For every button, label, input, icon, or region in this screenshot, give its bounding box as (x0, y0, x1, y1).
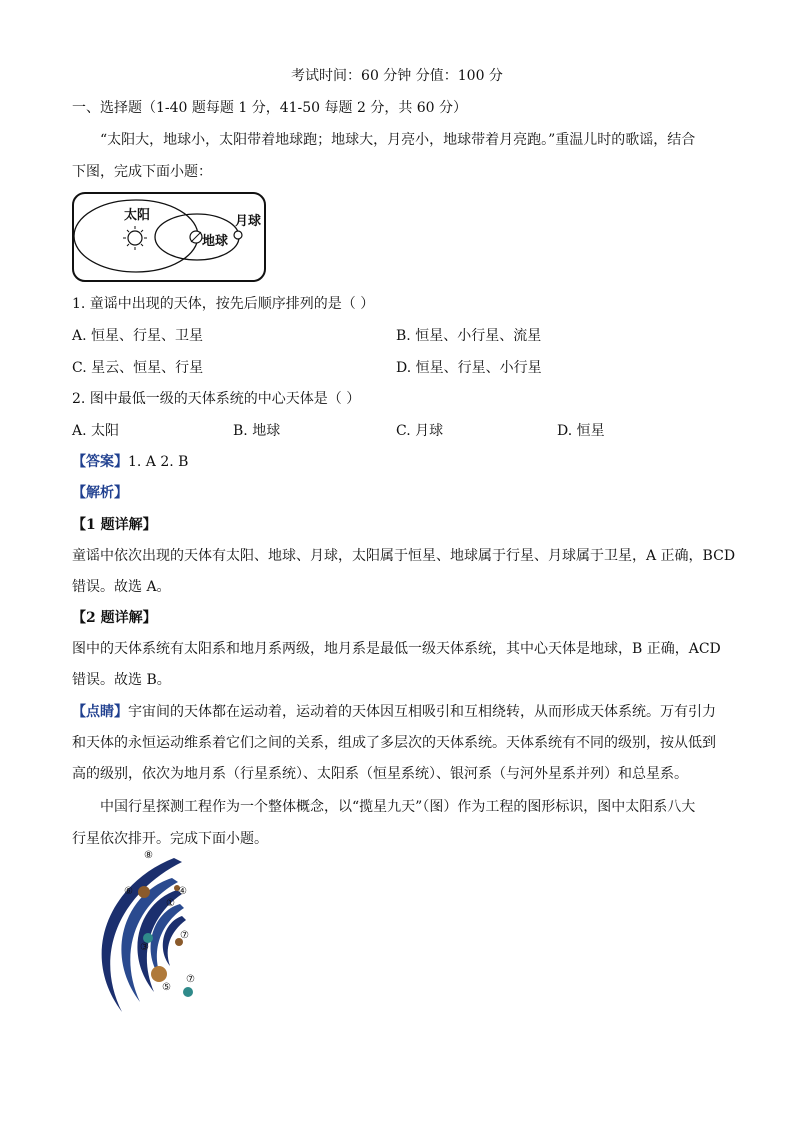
detail1-line2: 错误。故选 A。 (72, 579, 171, 595)
logo-label-5: ⑤ (162, 982, 171, 993)
tip-tag: 【点睛】 (72, 704, 128, 720)
passage1-line1: “太阳大，地球小，太阳带着地球跑；地球大，月亮小，地球带着月亮跑。”重温儿时的歌谣，结合 (100, 132, 696, 148)
planetary-exploration-logo (82, 852, 217, 1017)
logo-label-1: ① (166, 898, 175, 909)
passage1-line2: 下图，完成下面小题： (72, 164, 212, 180)
passage2-line1: 中国行星探测工程作为一个整体概念，以“揽星九天”（图）作为工程的图形标识，图中太阳系八大 (100, 799, 696, 815)
detail2-tag: 【2 题详解】 (72, 610, 157, 626)
q1-option-d: D. 恒星、行星、小行星 (396, 360, 542, 376)
sun-earth-moon-diagram (72, 192, 267, 282)
tip-line3: 高的级别，依次为地月系（行星系统）、太阳系（恒星系统）、银河系（与河外星系并列）和总星系。 (72, 766, 688, 782)
planet-jupiter-icon (151, 966, 167, 982)
logo-label-6: ⑥ (124, 886, 133, 897)
earth-icon (190, 231, 202, 243)
planet-6-icon (138, 886, 150, 898)
tip-line2: 和天体的永恒运动维系着它们之间的关系，组成了多层次的天体系统。天体系统有不同的级别，按从低到 (72, 735, 716, 751)
moon-label: 月球 (235, 214, 262, 229)
passage2-line2: 行星依次排开。完成下面小题。 (72, 831, 268, 847)
sun-icon (123, 226, 147, 250)
sun-label: 太阳 (124, 208, 151, 223)
logo-svg (82, 852, 217, 1017)
analysis-tag: 【解析】 (72, 485, 128, 501)
q2-stem: 2. 图中最低一级的天体系统的中心天体是（ ） (72, 391, 361, 407)
q2-option-d: D. 恒星 (557, 423, 605, 439)
q1-option-c: C. 星云、恒星、行星 (72, 360, 204, 376)
q2-option-a: A. 太阳 (72, 423, 120, 439)
q2-option-c: C. 月球 (396, 423, 444, 439)
logo-label-8: ⑧ (144, 850, 153, 861)
tip-text-1: 宇宙间的天体都在运动着，运动着的天体因互相吸引和互相绕转，从而形成天体系统。万有引力 (128, 704, 716, 720)
moon-icon (234, 231, 242, 239)
section-title: 一、选择题（1-40 题每题 1 分，41-50 每题 2 分，共 60 分） (72, 100, 468, 116)
tip-line1 (72, 702, 716, 722)
earth-label: 地球 (202, 234, 229, 249)
exam-info: 考试时间：60 分钟 分值：100 分 (291, 68, 503, 84)
logo-label-7b: ⑦ (186, 974, 195, 985)
answer-line (72, 452, 188, 472)
logo-label-3: ③ (140, 942, 149, 953)
q1-option-b: B. 恒星、小行星、流星 (396, 328, 542, 344)
answer-tag: 【答案】 (72, 454, 128, 470)
detail1-tag: 【1 题详解】 (72, 517, 157, 533)
answer-text: 1. A 2. B (128, 454, 189, 470)
logo-label-4: ④ (178, 886, 187, 897)
planet-7-outer-icon (183, 987, 193, 997)
q2-option-b: B. 地球 (233, 423, 281, 439)
q1-option-a: A. 恒星、行星、卫星 (72, 328, 204, 344)
sun-earth-moon-svg (72, 192, 267, 282)
detail2-line1: 图中的天体系统有太阳系和地月系两级，地月系是最低一级天体系统，其中心天体是地球，B 正确，ACD (72, 641, 721, 657)
detail2-line2: 错误。故选 B。 (72, 672, 171, 688)
detail1-line1: 童谣中依次出现的天体有太阳、地球、月球，太阳属于恒星、地球属于行星、月球属于卫星，A 正确，BCD (72, 548, 736, 564)
logo-label-7a: ⑦ (180, 930, 189, 941)
q1-stem: 1. 童谣中出现的天体，按先后顺序排列的是（ ） (72, 296, 375, 312)
